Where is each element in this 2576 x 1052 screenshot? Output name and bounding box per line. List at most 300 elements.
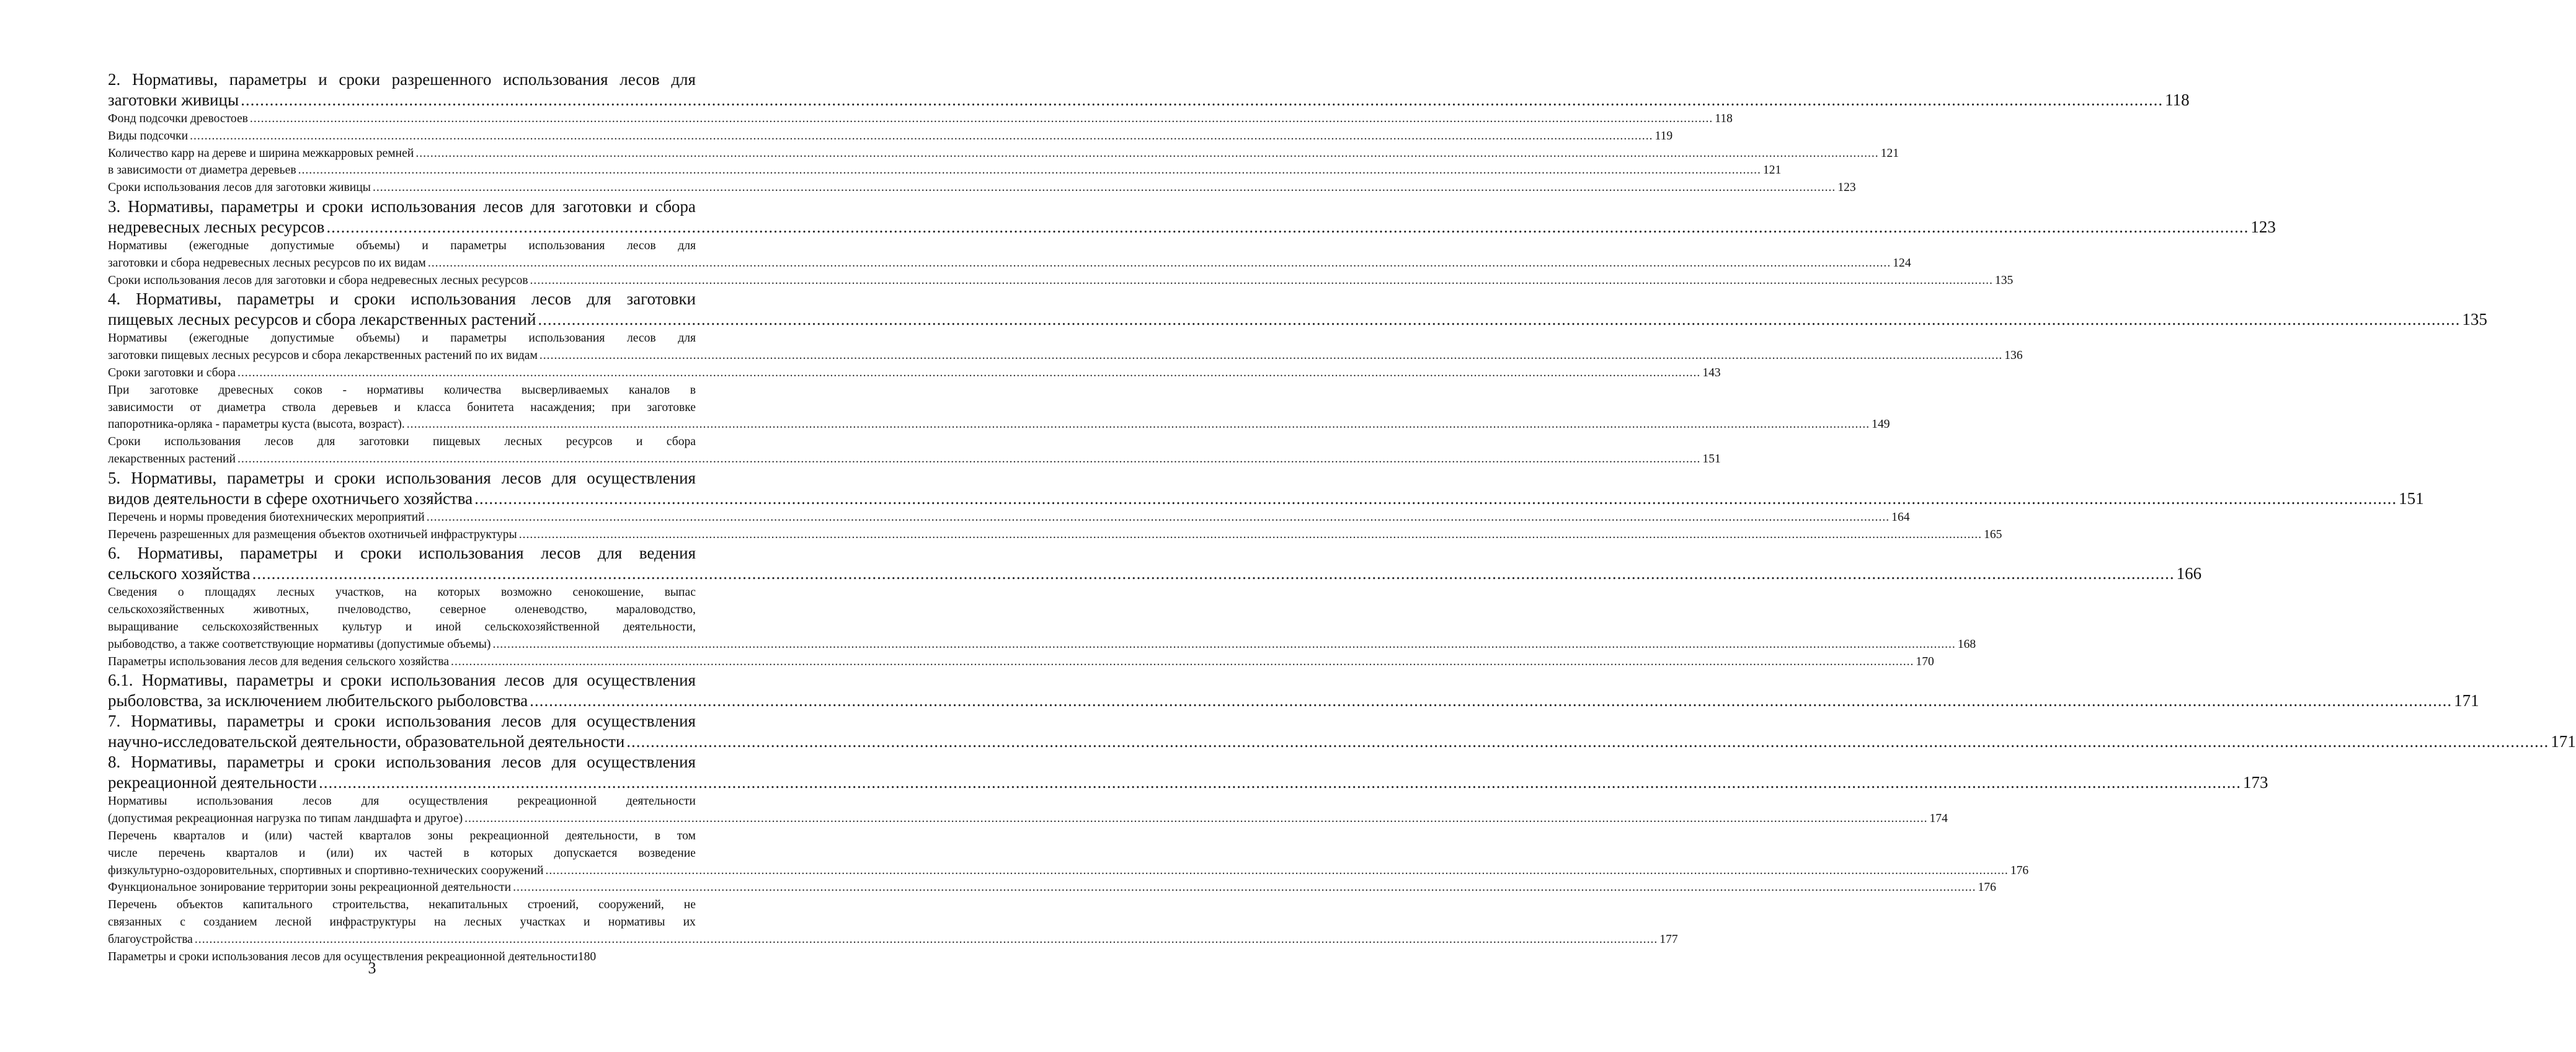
toc-word: параметры — [237, 290, 314, 309]
toc-word: 8. — [108, 753, 121, 772]
toc-word: для — [551, 712, 577, 731]
toc-word: в — [690, 383, 696, 397]
toc-page-number: 170 — [1916, 655, 1934, 668]
toc-page-number: 135 — [1994, 273, 2014, 287]
toc-section-8-title-line — [108, 752, 696, 772]
toc-word: сооружений, — [598, 898, 664, 912]
toc-word: осуществления — [587, 753, 696, 772]
toc-word: ствола — [282, 400, 316, 414]
dot-leader: ................................................................................................................................................................................................................................................................................................................................................................................................................ — [518, 528, 1983, 541]
toc-entry-section-2[interactable] — [108, 90, 2190, 110]
toc-page-number: 135 — [2462, 310, 2487, 329]
toc-word: Нормативы — [108, 239, 167, 252]
toc-word: для — [530, 197, 556, 216]
toc-subentry[interactable] — [108, 451, 1721, 468]
dot-leader: ................................................................................................................................................................................................................................................................................................................................................................................................................ — [427, 256, 1891, 270]
toc-word: их — [683, 915, 696, 929]
toc-word: сбора — [655, 197, 696, 216]
dot-leader: ................................................................................................................................................................................................................................................................................................................................................................................................................ — [194, 932, 1658, 946]
toc-word: параметры — [227, 753, 304, 772]
toc-word: деятельности, — [565, 829, 638, 842]
dot-leader: ................................................................................................................................................................................................................................................................................................................................................................................................................ — [513, 881, 1976, 895]
toc-word: том — [677, 829, 696, 842]
toc-subentry-title: Параметры использования лесов для ведения сельского хозяйства — [108, 655, 450, 668]
toc-subentry-title: физкультурно-оздоровительных, спортивных и спортивно-технических сооружений — [108, 864, 544, 877]
toc-subentry-title: Сроки заготовки и сбора — [108, 366, 236, 379]
toc-word: и — [422, 332, 429, 345]
toc-word: и — [334, 544, 344, 563]
dot-leader: ................................................................................................................................................................................................................................................................................................................................................................................................................ — [241, 91, 2164, 109]
toc-section-3-title-line — [108, 197, 696, 217]
toc-subentry-line — [108, 433, 696, 451]
toc-word: 5. — [108, 468, 121, 487]
toc-word: (или) — [265, 829, 292, 842]
toc-word: о — [177, 586, 184, 599]
toc-word: объемы) — [356, 239, 400, 252]
toc-word: объемы) — [356, 332, 400, 345]
toc-subentry-line — [108, 237, 696, 255]
toc-word: Перечень — [108, 829, 157, 842]
toc-word: параметры — [227, 468, 304, 487]
toc-word: капитального — [242, 898, 313, 912]
toc-word: рекреационной — [517, 795, 597, 808]
toc-word: с — [180, 915, 185, 929]
toc-word: параметры — [450, 332, 507, 345]
toc-page-number: 171 — [2551, 732, 2576, 751]
toc-word: лесов — [626, 332, 656, 345]
toc-word: сроки — [334, 468, 376, 487]
toc-word: заготовки — [562, 197, 632, 216]
toc-word: 3. — [108, 197, 121, 216]
toc-subentry[interactable] — [108, 110, 1733, 128]
toc-subentry[interactable] — [108, 879, 1996, 896]
toc-word: лесов — [483, 197, 523, 216]
dot-leader: ................................................................................................................................................................................................................................................................................................................................................................................................................ — [451, 655, 1914, 668]
toc-word: заготовки — [626, 290, 696, 309]
dot-leader: ................................................................................................................................................................................................................................................................................................................................................................................................................ — [530, 691, 2453, 710]
toc-subentry[interactable] — [108, 179, 1856, 197]
toc-word: древесных — [218, 383, 274, 397]
toc-page-number: 136 — [2004, 349, 2023, 363]
toc-word: сельскохозяйственных — [202, 620, 319, 634]
dot-leader: ................................................................................................................................................................................................................................................................................................................................................................................................................ — [464, 812, 1928, 826]
toc-section-4-title-line — [108, 289, 696, 309]
toc-page-number: 173 — [2242, 773, 2268, 792]
toc-entry-section-8[interactable] — [108, 772, 2268, 793]
toc-word: выращивание — [108, 620, 179, 634]
toc-word: частей — [308, 829, 343, 842]
toc-word: заготовки — [358, 435, 409, 449]
toc-word: использования — [503, 70, 608, 89]
toc-subentry[interactable] — [108, 347, 2023, 365]
toc-subentry[interactable] — [108, 128, 1673, 145]
toc-word: - — [342, 383, 347, 397]
toc-page-number: 121 — [1762, 164, 1782, 177]
toc-word: для — [551, 468, 577, 487]
toc-word: от — [190, 400, 202, 414]
toc-word: на — [433, 915, 446, 929]
toc-word: использования — [390, 671, 496, 690]
dot-leader: ................................................................................................................................................................................................................................................................................................................................................................................................................ — [530, 273, 1993, 287]
toc-word: при — [611, 400, 631, 414]
toc-word: оленеводство, — [515, 603, 587, 617]
toc-word: параметры — [236, 671, 314, 690]
toc-word: Нормативы — [108, 795, 167, 808]
toc-word: для — [553, 671, 578, 690]
toc-word: Сроки — [108, 435, 141, 449]
toc-word: сенокошение, — [572, 586, 644, 599]
toc-word: для — [671, 70, 696, 89]
toc-page-number: 118 — [1715, 112, 1733, 125]
toc-word: сроки — [334, 753, 376, 772]
toc-subentry-title: рыбоводство, а также соответствующие нормативы (допустимые объемы) — [108, 637, 491, 651]
toc-subentry-line — [108, 399, 696, 417]
toc-word: осуществления — [409, 795, 488, 808]
toc-word: для — [361, 795, 380, 808]
toc-word: лесов — [626, 239, 656, 252]
toc-word: заготовке — [647, 400, 696, 414]
toc-word: высверливаемых — [521, 383, 609, 397]
toc-word: сроки — [360, 544, 402, 563]
toc-subentry[interactable] — [108, 526, 2002, 544]
toc-word: сбора — [666, 435, 696, 449]
toc-page-number: 174 — [1929, 812, 1948, 826]
toc-subentry-line — [108, 896, 696, 914]
toc-subentry-title: заготовки пищевых лесных ресурсов и сбора лекарственных растений по их видам — [108, 349, 538, 363]
toc-word: ресурсов — [566, 435, 613, 449]
toc-word: использования — [164, 435, 241, 449]
toc-subentry[interactable] — [108, 931, 1678, 948]
toc-word: которых — [490, 846, 533, 860]
toc-word: лесной — [275, 915, 312, 929]
dot-leader: ................................................................................................................................................................................................................................................................................................................................................................................................................ — [252, 564, 2175, 583]
toc-word: и — [422, 239, 429, 252]
toc-entry-section-6-1[interactable] — [108, 691, 2479, 711]
toc-page-number: 143 — [1702, 366, 1721, 379]
toc-page-number: 165 — [1984, 528, 2002, 541]
toc-page-number: 118 — [2165, 91, 2190, 109]
toc-word: Нормативы, — [136, 290, 222, 309]
toc-entry-title: недревесных лесных ресурсов — [108, 217, 325, 236]
dot-leader: ................................................................................................................................................................................................................................................................................................................................................................................................................ — [626, 732, 2549, 751]
toc-word: использования — [386, 468, 491, 487]
toc-word: инфраструктуры — [329, 915, 416, 929]
toc-word: лесов — [531, 290, 572, 309]
toc-word: ведения — [639, 544, 696, 563]
toc-word: и — [639, 197, 648, 216]
toc-subentry-line — [108, 619, 696, 636]
toc-word: осуществления — [587, 468, 696, 487]
toc-word: (или) — [326, 846, 354, 860]
toc-page-number: 166 — [2176, 564, 2202, 583]
toc-word: Нормативы, — [131, 712, 217, 731]
dot-leader: ................................................................................................................................................................................................................................................................................................................................................................................................................ — [539, 349, 2003, 363]
toc-word: деревьев — [332, 400, 378, 414]
toc-subentry-line — [108, 330, 696, 347]
toc-word: лесов — [501, 712, 541, 731]
toc-word: животных, — [253, 603, 309, 617]
toc-word: и — [318, 70, 327, 89]
toc-subentry-title: Количество карр на дереве и ширина межкарровых ремней — [108, 146, 414, 160]
toc-word: деятельности, — [623, 620, 696, 634]
toc-word: Нормативы, — [131, 468, 217, 487]
toc-word: сроки — [340, 671, 382, 690]
toc-word: бонитета — [467, 400, 514, 414]
toc-subentry[interactable] — [108, 636, 1976, 653]
toc-word: кварталов — [359, 829, 411, 842]
toc-subentry[interactable] — [108, 272, 2014, 290]
toc-entry-title: видов деятельности в сфере охотничьего хозяйства — [108, 488, 473, 508]
toc-subentry[interactable] — [108, 255, 1911, 272]
toc-word: участках — [520, 915, 566, 929]
toc-word: и — [329, 290, 339, 309]
toc-word: и — [636, 435, 643, 449]
toc-word: диаметра — [217, 400, 266, 414]
toc-word: Нормативы — [108, 332, 167, 345]
toc-entry-title: научно-исследовательской деятельности, образовательной деятельности — [108, 732, 625, 751]
toc-page-number: 164 — [1891, 510, 1910, 524]
toc-subentry[interactable] — [108, 162, 1782, 179]
toc-word: не — [683, 898, 696, 912]
toc-word: числе — [108, 846, 138, 860]
toc-subentry-title: благоустройства — [108, 932, 193, 946]
toc-word: (ежегодные — [189, 332, 249, 345]
toc-subentry[interactable] — [108, 145, 1899, 162]
toc-word: использования — [528, 332, 605, 345]
toc-subentry[interactable] — [108, 416, 1890, 433]
toc-word: 6.1. — [108, 671, 133, 690]
toc-word: площадях — [205, 586, 256, 599]
toc-word: лесов — [540, 544, 581, 563]
toc-word: рекреационной — [469, 829, 549, 842]
toc-word: и — [405, 620, 412, 634]
toc-word: возможно — [500, 586, 552, 599]
toc-word: Нормативы, — [131, 70, 218, 89]
toc-word: возведение — [638, 846, 696, 860]
toc-word: разрешенного — [391, 70, 492, 89]
toc-word: количества — [443, 383, 502, 397]
toc-word: строительства, — [332, 898, 409, 912]
toc-page-number: 123 — [2250, 217, 2276, 236]
toc-word: сроки — [339, 70, 380, 89]
toc-word: использования — [528, 239, 605, 252]
toc-entry-section-4[interactable] — [108, 309, 2487, 330]
toc-page-number: 180 — [577, 950, 597, 963]
toc-word: параметры — [227, 712, 304, 731]
toc-subentry-title: заготовки и сбора недревесных лесных ресурсов по их видам — [108, 256, 426, 270]
toc-entry-title: пищевых лесных ресурсов и сбора лекарственных растений — [108, 310, 536, 329]
dot-leader: ................................................................................................................................................................................................................................................................................................................................................................................................................ — [426, 510, 1890, 524]
toc-subentry-title: Параметры и сроки использования лесов для осуществления рекреационной деятельности — [108, 950, 578, 963]
toc-subentry-line — [108, 845, 696, 862]
toc-word: лесных — [464, 915, 502, 929]
toc-word: лесных — [504, 435, 543, 449]
toc-word: осуществления — [587, 712, 696, 731]
toc-word: Нормативы, — [137, 544, 223, 563]
toc-page-number: 176 — [1978, 881, 1996, 895]
toc-word: для — [587, 290, 611, 309]
toc-subentry-title: Сроки использования лесов для заготовки и сбора недревесных лесных ресурсов — [108, 273, 528, 287]
toc-word: кварталов — [173, 829, 225, 842]
toc-page-number: 119 — [1654, 129, 1673, 143]
toc-subentry-title: папоротника-орляка - параметры куста (высота, возраст). — [108, 418, 405, 431]
toc-subentry-title: Функциональное зонирование территории зоны рекреационной деятельности — [108, 881, 512, 895]
toc-word: лесных — [277, 586, 315, 599]
toc-page-number: 177 — [1659, 932, 1678, 946]
dot-leader: ................................................................................................................................................................................................................................................................................................................................................................................................................ — [326, 217, 2249, 236]
toc-word: Сведения — [108, 586, 158, 599]
dot-leader: ................................................................................................................................................................................................................................................................................................................................................................................................................ — [406, 418, 1870, 431]
toc-word: Перечень — [108, 898, 157, 912]
toc-subentry-title: в зависимости от диаметра деревьев — [108, 164, 296, 177]
toc-word: и — [298, 846, 306, 860]
toc-word: некапитальных — [429, 898, 508, 912]
toc-entry-section-7[interactable] — [108, 732, 2576, 752]
toc-subentry-line — [108, 584, 696, 601]
toc-word: лесов — [504, 671, 545, 690]
toc-word: использования — [419, 544, 524, 563]
toc-word: зоны — [427, 829, 453, 842]
toc-word: пчеловодство, — [337, 603, 411, 617]
toc-section-5-title-line — [108, 468, 696, 488]
toc-word: культур — [342, 620, 382, 634]
toc-word: параметры — [221, 197, 299, 216]
toc-word: лесов — [501, 753, 541, 772]
dot-leader: ................................................................................................................................................................................................................................................................................................................................................................................................................ — [318, 773, 2241, 792]
toc-word: заготовке — [149, 383, 198, 397]
toc-subentry-title: Перечень разрешенных для размещения объектов охотничьей инфраструктуры — [108, 528, 517, 541]
toc-page-number: 121 — [1880, 146, 1899, 160]
toc-word: объектов — [176, 898, 223, 912]
toc-subentry-title: Перечень и нормы проведения биотехнических мероприятий — [108, 510, 425, 524]
toc-word: кварталов — [226, 846, 278, 860]
toc-word: и — [305, 197, 315, 216]
toc-word: для — [678, 239, 696, 252]
toc-page-number: 176 — [2010, 864, 2029, 877]
dot-leader: ................................................................................................................................................................................................................................................................................................................................................................................................................ — [492, 637, 1956, 651]
toc-page-number: 171 — [2454, 691, 2479, 710]
toc-word: для — [678, 332, 696, 345]
toc-page-number: 149 — [1872, 418, 1890, 431]
toc-word: их — [375, 846, 388, 860]
toc-word: и — [314, 468, 324, 487]
toc-section-2-title-line — [108, 69, 696, 90]
toc-entry-title: сельского хозяйства — [108, 564, 251, 583]
toc-word: зависимости — [108, 400, 174, 414]
toc-word: параметры — [229, 70, 307, 89]
toc-word: (ежегодные — [189, 239, 249, 252]
toc-word: нормативы — [608, 915, 665, 929]
toc-page-number: 124 — [1893, 256, 1911, 270]
dot-leader: ................................................................................................................................................................................................................................................................................................................................................................................................................ — [249, 112, 1713, 125]
toc-section-6-1-title-line — [108, 670, 696, 691]
toc-word: осуществления — [587, 671, 696, 690]
toc-subentry-title: Сроки использования лесов для заготовки живицы — [108, 181, 371, 195]
page-number: 3 — [368, 959, 376, 977]
toc-word: допускается — [554, 846, 618, 860]
toc-word: сельскохозяйственной — [484, 620, 600, 634]
toc-word: перечень — [158, 846, 205, 860]
toc-word: каналов — [629, 383, 670, 397]
toc-word: лесов — [501, 468, 541, 487]
toc-word: лесов — [620, 70, 660, 89]
toc-word: сроки — [354, 290, 396, 309]
toc-word: использования — [411, 290, 516, 309]
toc-word: параметры — [240, 544, 318, 563]
toc-word: строений, — [527, 898, 579, 912]
toc-word: частей — [408, 846, 443, 860]
toc-word: насаждения; — [530, 400, 595, 414]
toc-word: связанных — [108, 915, 162, 929]
toc-word: и — [241, 829, 249, 842]
toc-word: пищевых — [432, 435, 481, 449]
toc-entry-section-3[interactable] — [108, 217, 2276, 237]
toc-word: для — [551, 753, 577, 772]
toc-word: 2. — [108, 70, 121, 89]
toc-subentry[interactable] — [108, 862, 2029, 880]
toc-page-number: 123 — [1837, 181, 1856, 195]
toc-word: участков, — [335, 586, 384, 599]
toc-word: параметры — [450, 239, 507, 252]
toc-word: использования — [370, 197, 476, 216]
toc-subentry-line — [108, 828, 696, 845]
toc-subentry-title: лекарственных растений — [108, 452, 236, 466]
toc-subentry[interactable] — [108, 810, 1948, 828]
toc-word: созданием — [203, 915, 257, 929]
toc-subentry-title: Фонд подсочки древостоев — [108, 112, 248, 125]
dot-leader: ................................................................................................................................................................................................................................................................................................................................................................................................................ — [238, 452, 1701, 466]
toc-word: использования — [386, 712, 491, 731]
toc-word: северное — [440, 603, 486, 617]
toc-word: допустимые — [270, 332, 334, 345]
toc-word: нормативы — [366, 383, 424, 397]
toc-word: и — [394, 400, 401, 414]
dot-leader: ................................................................................................................................................................................................................................................................................................................................................................................................................ — [538, 310, 2461, 329]
toc-subentry-title: Виды подсочки — [108, 129, 189, 143]
dot-leader: ................................................................................................................................................................................................................................................................................................................................................................................................................ — [298, 164, 1761, 177]
toc-entry-section-6[interactable] — [108, 564, 2202, 584]
toc-page-number: 168 — [1957, 637, 1976, 651]
toc-word: Нормативы, — [131, 753, 217, 772]
toc-word: использования — [197, 795, 273, 808]
toc-subentry[interactable] — [108, 653, 1934, 671]
toc-word: Нормативы, — [141, 671, 228, 690]
toc-entry-section-5[interactable] — [108, 488, 2424, 509]
table-of-contents — [108, 69, 2576, 965]
toc-word: использования — [386, 753, 491, 772]
toc-subentry-line — [108, 382, 696, 399]
toc-word: мараловодство, — [616, 603, 696, 617]
dot-leader: ................................................................................................................................................................................................................................................................................................................................................................................................................ — [190, 129, 1653, 143]
toc-word: допустимые — [270, 239, 334, 252]
toc-entry-title: рекреационной деятельности — [108, 773, 317, 792]
toc-word: деятельности — [626, 795, 696, 808]
toc-word: и — [314, 712, 324, 731]
toc-subentry-line — [108, 793, 696, 810]
toc-subentry[interactable] — [108, 509, 1910, 526]
toc-entry-title: заготовки живицы — [108, 91, 239, 109]
toc-word: в — [463, 846, 469, 860]
dot-leader: ................................................................................................................................................................................................................................................................................................................................................................................................................ — [545, 864, 2009, 877]
toc-word: При — [108, 383, 130, 397]
toc-word: в — [654, 829, 660, 842]
toc-word: для — [317, 435, 335, 449]
dot-leader: ................................................................................................................................................................................................................................................................................................................................................................................................................ — [415, 146, 1879, 160]
dot-leader: ................................................................................................................................................................................................................................................................................................................................................................................................................ — [237, 366, 1701, 379]
toc-subentry[interactable] — [108, 365, 1721, 382]
toc-word: на — [404, 586, 417, 599]
dot-leader: ................................................................................................................................................................................................................................................................................................................................................................................................................ — [474, 488, 2397, 508]
